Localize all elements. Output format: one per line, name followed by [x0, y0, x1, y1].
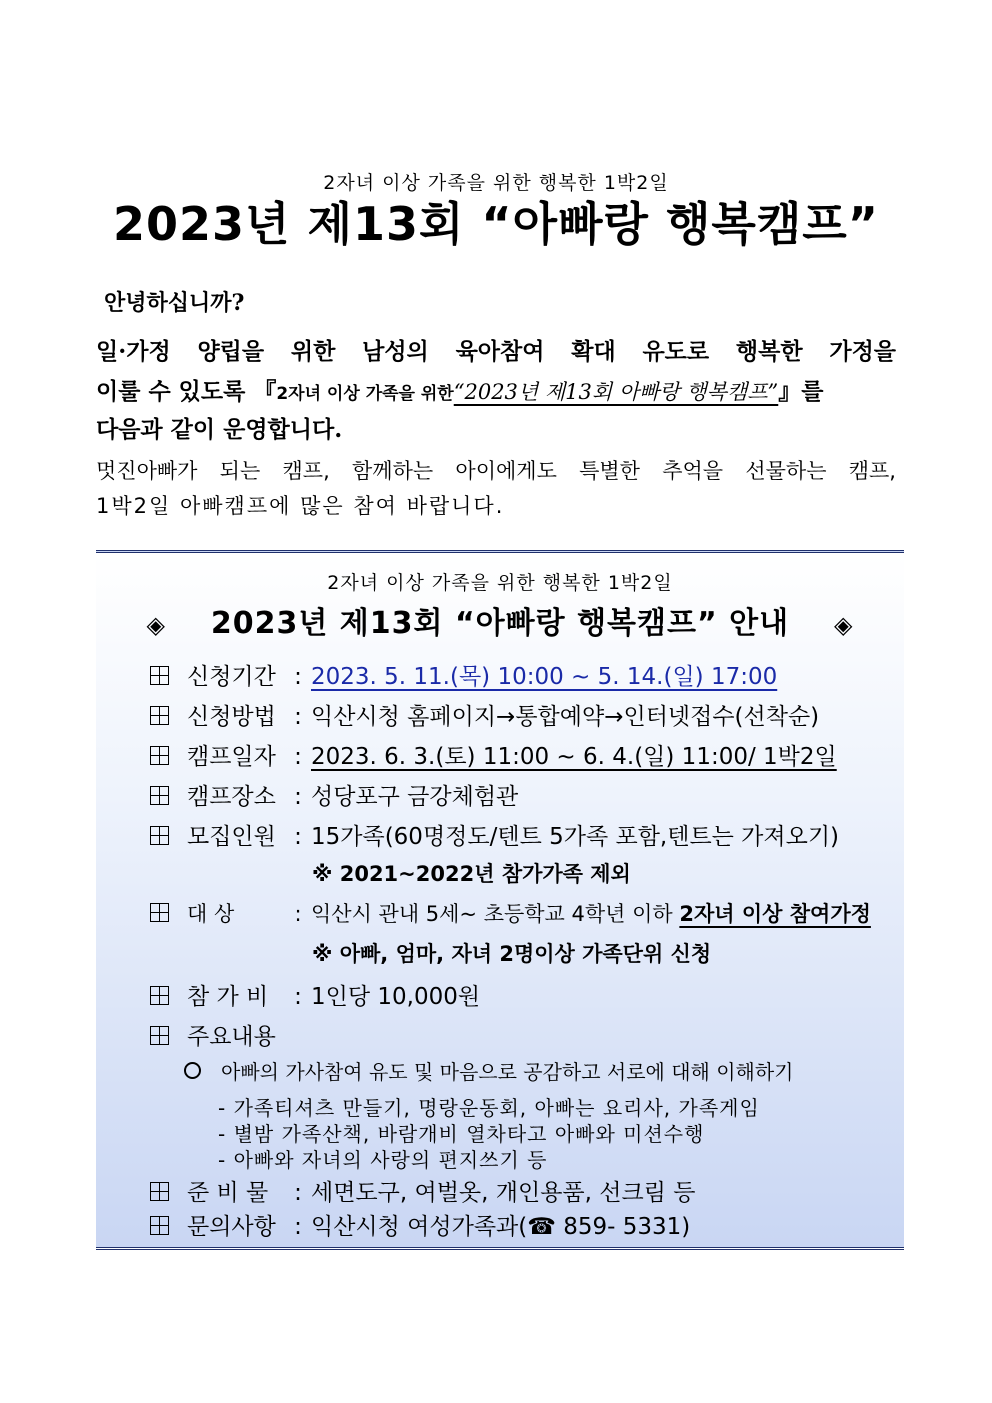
- content-main: [184, 1056, 794, 1085]
- info-value-apply-period: 2023. 5. 11.(목) 10:00 ~ 5. 14.(일) 17:00: [311, 664, 778, 690]
- checkbox-icon: [150, 826, 169, 845]
- diamond-icon-right: ◈: [834, 611, 854, 639]
- checkbox-icon: [150, 666, 169, 685]
- diamond-icon-left: ◈: [146, 611, 166, 639]
- info-colon: :: [294, 744, 302, 770]
- intro-camp-name: “2023년 제13회 아빠랑 행복캠프”: [453, 380, 779, 404]
- info-value-apply-method: 익산시청 홈페이지→통합예약→인터넷접수(선착순): [311, 704, 820, 730]
- info-colon: :: [294, 1180, 302, 1206]
- info-row-fee: [150, 978, 480, 1011]
- content-main-text: 아빠의 가사참여 유도 및 마음으로 공감하고 서로에 대해 이해하기: [221, 1060, 794, 1084]
- info-row-target: [150, 898, 871, 928]
- info-label: 주요내용: [187, 1024, 276, 1050]
- info-row-camp-place: [150, 778, 518, 811]
- greeting: 안녕하십니까?: [104, 290, 245, 316]
- intro-line-4: 멋진아빠가 되는 캠프, 함께하는 아이에게도 특별한 추억을 선물하는 캠프,: [96, 459, 896, 483]
- content-sub-2: - 별밤 가족산책, 바람개비 열차타고 아빠와 미션수행: [218, 1122, 705, 1146]
- intro-line-2-post: 』를: [778, 378, 824, 405]
- info-label: 모집인원: [187, 824, 276, 850]
- intro-line-1: 일·가정 양립을 위한 남성의 육아참여 확대 유도로 행복한 가정을: [96, 338, 896, 365]
- info-value-supplies: 세면도구, 여벌옷, 개인용품, 선크림 등: [311, 1180, 696, 1206]
- info-row-apply-period: [150, 658, 777, 691]
- info-colon: :: [294, 1214, 302, 1240]
- intro-line-2: [96, 373, 896, 406]
- note-target: ※ 아빠, 엄마, 자녀 2명이상 가족단위 신청: [312, 942, 712, 966]
- info-label: 문의사항: [187, 1214, 276, 1240]
- info-label: 캠프장소: [187, 784, 276, 810]
- note-recruit: ※ 2021~2022년 참가가족 제외: [312, 862, 631, 886]
- info-label: 신청기간: [187, 664, 276, 690]
- info-colon: :: [294, 824, 302, 850]
- info-row-inquiry: [150, 1208, 690, 1241]
- info-row-supplies: [150, 1174, 695, 1207]
- info-label: 참 가 비: [187, 984, 269, 1010]
- intro-line-5: 1박2일 아빠캠프에 많은 참여 바랍니다.: [96, 494, 505, 518]
- info-value-fee: 1인당 10,000원: [311, 984, 481, 1010]
- header-subtitle: 2자녀 이상 가족을 위한 행복한 1박2일: [323, 172, 669, 194]
- info-box-title: [96, 598, 904, 642]
- intro-line-3: 다음과 같이 운영합니다.: [96, 416, 343, 443]
- info-row-recruit: [150, 818, 839, 851]
- checkbox-icon: [150, 746, 169, 765]
- intro-line-2-pre: 이룰 수 있도록 『: [96, 378, 277, 405]
- info-label: 신청방법: [187, 704, 276, 730]
- info-colon: :: [294, 902, 302, 926]
- info-label: 대 상: [187, 902, 235, 926]
- info-colon: :: [294, 984, 302, 1010]
- info-value-target: 익산시 관내 5세~ 초등학교 4학년 이하: [311, 902, 680, 926]
- info-colon: :: [294, 784, 302, 810]
- info-row-camp-date: [150, 738, 837, 771]
- checkbox-icon: [150, 1182, 169, 1201]
- checkbox-icon: [150, 903, 169, 922]
- info-value-inquiry: 익산시청 여성가족과(☎ 859- 5331): [311, 1214, 691, 1240]
- info-colon: :: [294, 664, 302, 690]
- info-label: 준 비 물: [187, 1180, 269, 1206]
- info-box-subtitle: 2자녀 이상 가족을 위한 행복한 1박2일: [327, 572, 673, 594]
- info-value-target-highlight: 2자녀 이상 참여가정: [679, 902, 871, 926]
- content-sub-1: - 가족티셔츠 만들기, 명랑운동회, 아빠는 요리사, 가족게임: [218, 1096, 760, 1120]
- checkbox-icon: [150, 706, 169, 725]
- checkbox-icon: [150, 986, 169, 1005]
- checkbox-icon: [150, 1216, 169, 1235]
- checkbox-icon: [150, 1026, 169, 1045]
- info-value-camp-date: 2023. 6. 3.(토) 11:00 ~ 6. 4.(일) 11:00/ 1박2일: [311, 744, 837, 770]
- info-value-camp-place: 성당포구 금강체험관: [311, 784, 519, 810]
- header-title: 2023년 제13회 “아빠랑 행복캠프”: [113, 197, 879, 251]
- info-box-title-text: 2023년 제13회 “아빠랑 행복캠프” 안내: [210, 606, 790, 641]
- circle-bullet-icon: [184, 1062, 201, 1079]
- checkbox-icon: [150, 786, 169, 805]
- content-sub-3: - 아빠와 자녀의 사랑의 편지쓰기 등: [218, 1148, 548, 1172]
- info-row-apply-method: [150, 698, 819, 731]
- intro-line-2-small: 2자녀 이상 가족을 위한: [276, 384, 454, 404]
- info-label: 캠프일자: [187, 744, 276, 770]
- info-colon: :: [294, 704, 302, 730]
- info-value-recruit: 15가족(60명정도/텐트 5가족 포함,텐트는 가져오기): [311, 824, 840, 850]
- info-row-contents: [150, 1018, 285, 1051]
